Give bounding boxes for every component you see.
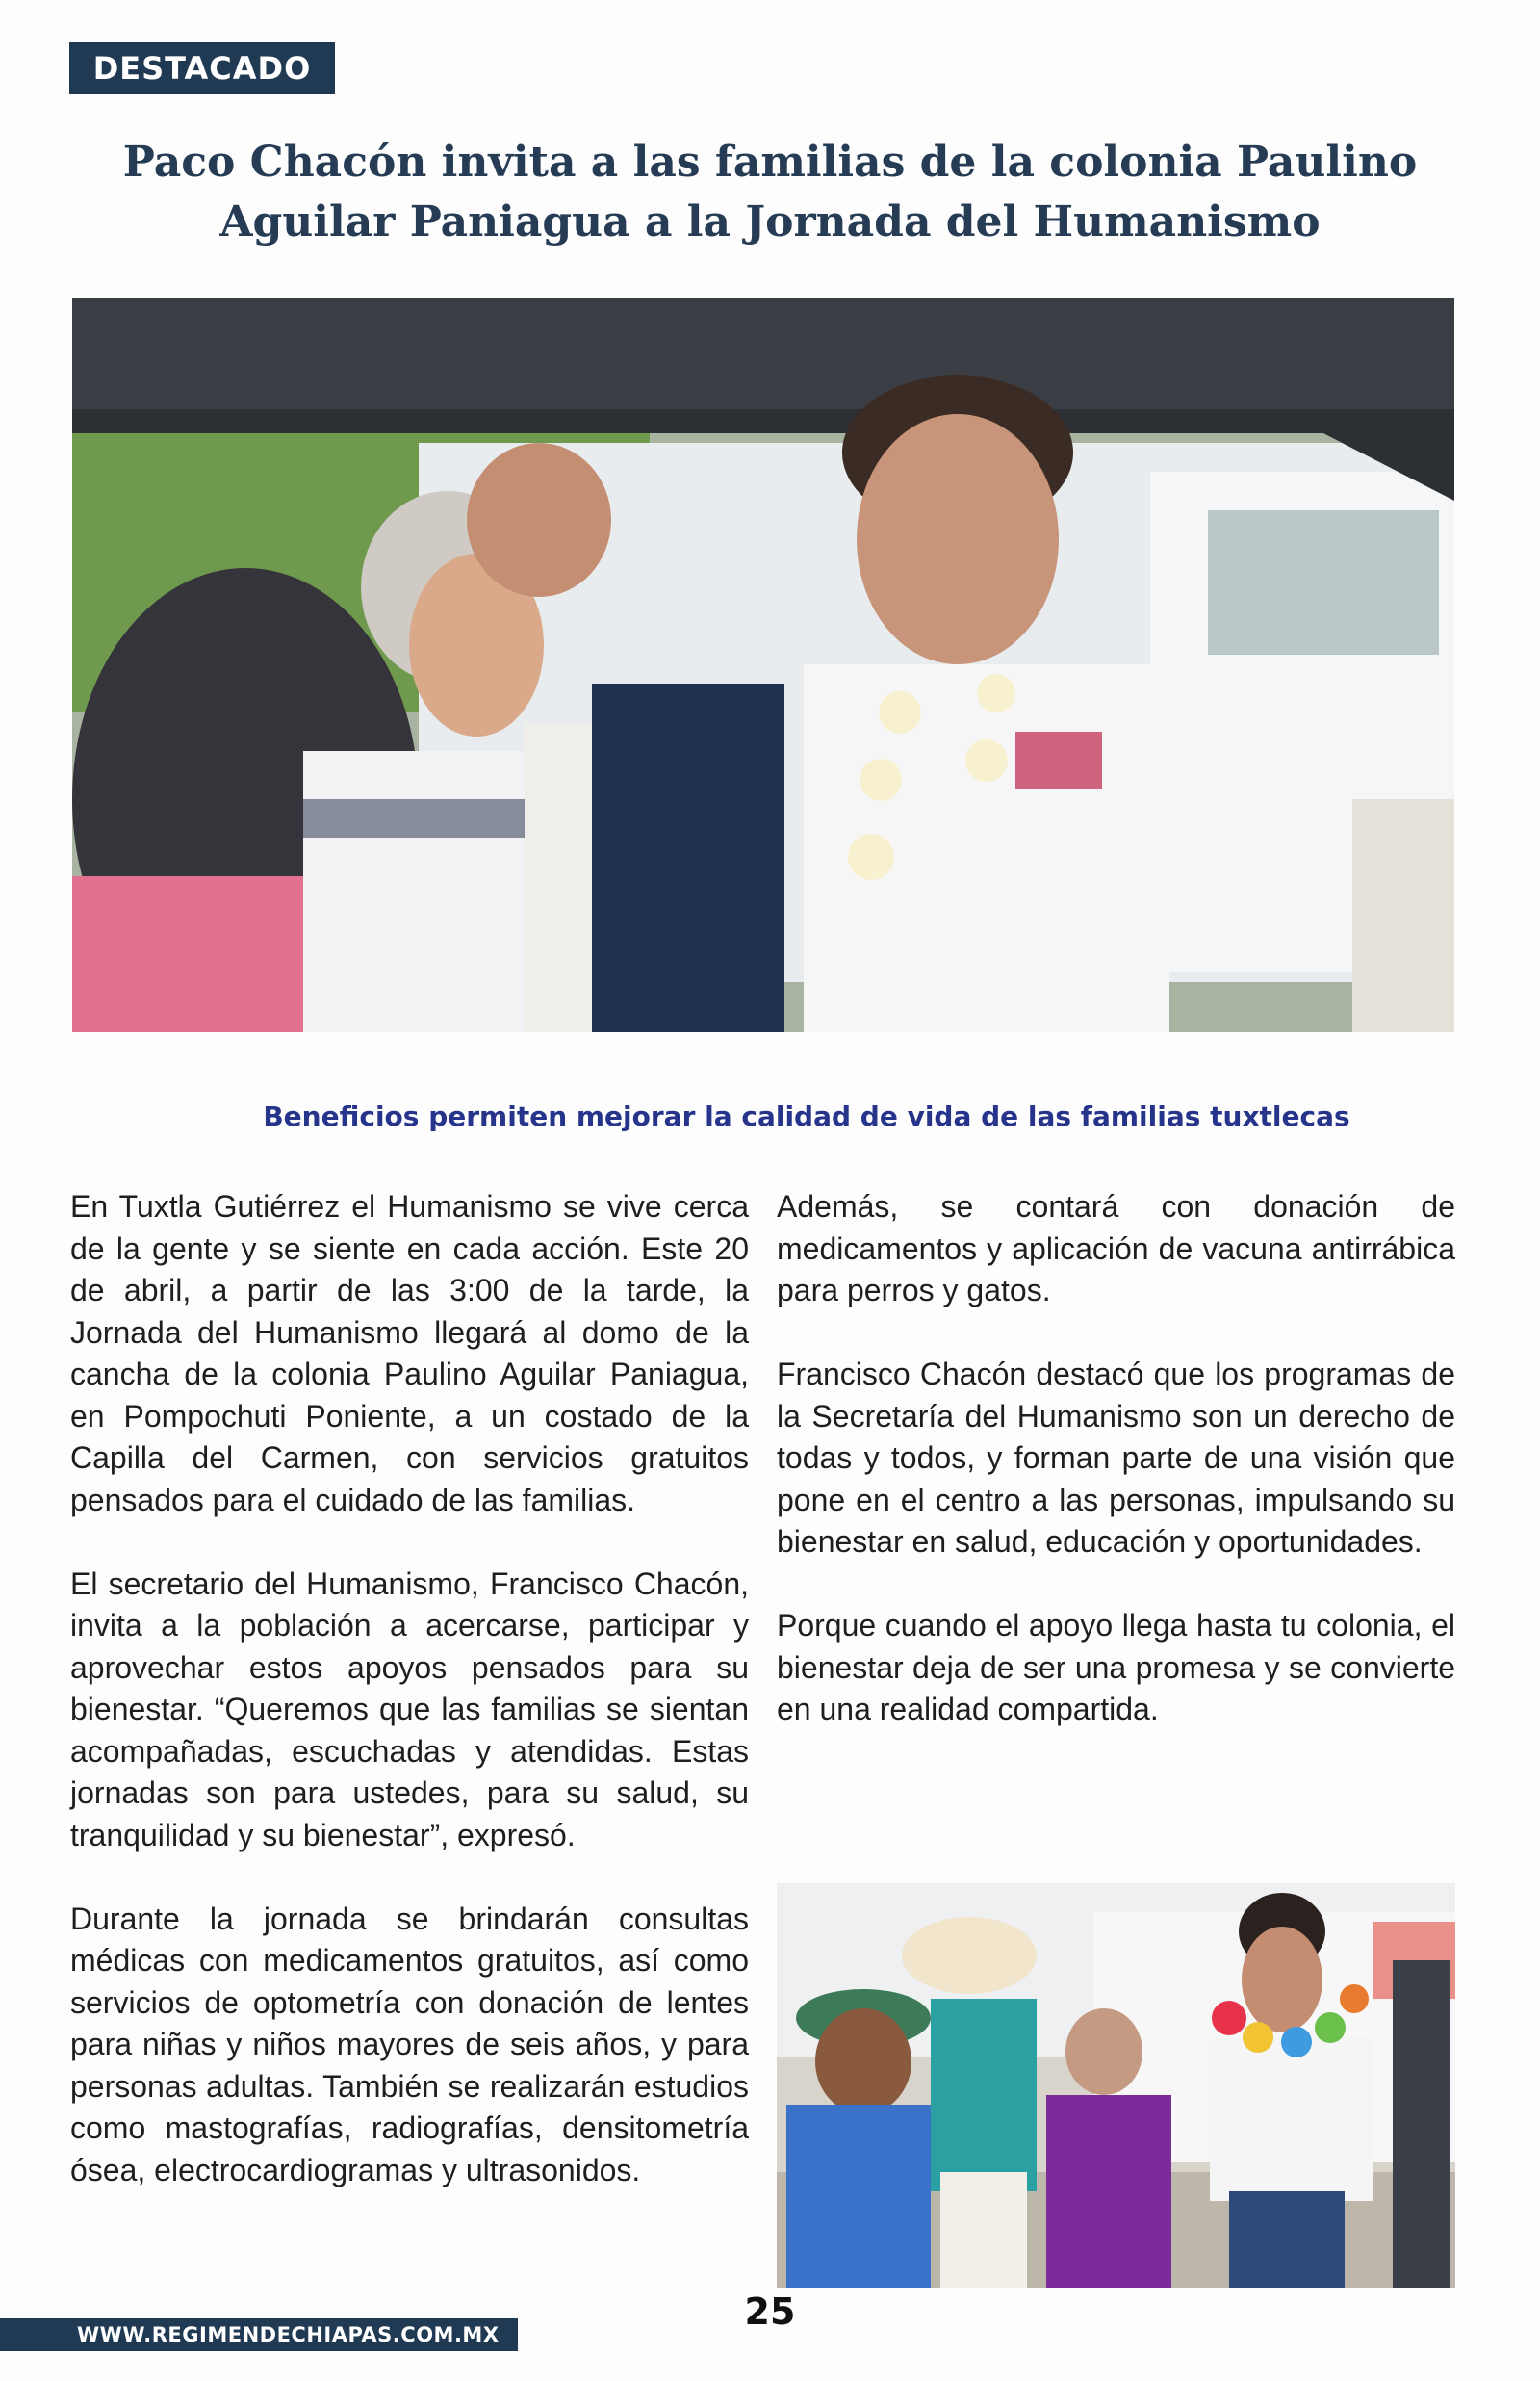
body-paragraph: El secretario del Humanismo, Francisco Chacón, invita a la población a acercarse, participar y aprovechar estos apoyos pensados para su bienestar. “Queremos que las familias se sientan acompañadas, escuchadas y atendidas. Estas jornadas son para ustedes, para su salud, su tranquilidad y su bienestar”, expresó. (70, 1566, 749, 1852)
body-paragraph: Durante la jornada se brindarán consultas médicas con medicamentos gratuitos, así como servicios de optometría con donación de lentes para niñas y niños mayores de seis años, y para personas adultas. También se realizarán estudios como mastografías, radiografías, densitometría ósea, electrocardiogramas y ultrasonidos. (70, 1901, 749, 2187)
body-paragraph: En Tuxtla Gutiérrez el Humanismo se vive cerca de la gente y se siente en cada acción. Este 20 de abril, a partir de las 3:00 de la tarde, la Jornada del Humanismo llegará al domo de la cancha de la colonia Paulino Aguilar Paniagua, en Pompochuti Poniente, a un costado de la Capilla del Carmen, con servicios gratuitos pensados para el cuidado de las familias. (70, 1189, 749, 1517)
body-paragraph: Porque cuando el apoyo llega hasta tu colonia, el bienestar deja de ser una promesa y se convierte en una realidad compartida. (777, 1608, 1455, 1726)
section-tag: DESTACADO (69, 42, 335, 94)
body-paragraph: Francisco Chacón destacó que los programas de la Secretaría del Humanismo son un derecho de todas y todos, y forman parte de una visión que pone en el centro a las personas, impulsando su bienestar en salud, educación y oportunidades. (777, 1357, 1455, 1559)
body-paragraph: Además, se contará con donación de medicamentos y aplicación de vacuna antirrábica para perros y gatos. (777, 1189, 1455, 1307)
footer-bar (0, 2318, 518, 2351)
secondary-photo (777, 1883, 1455, 2288)
main-photo (72, 298, 1454, 1032)
footer-url[interactable]: WWW.REGIMENDECHIAPAS.COM.MX (77, 2323, 500, 2346)
article-body-right-column (777, 1186, 1455, 1773)
article-subheadline: Beneficios permiten mejorar la calidad de vida de las familias tuxtlecas (263, 1100, 1350, 1132)
page-number: 25 (744, 2290, 796, 2333)
article-headline: Paco Chacón invita a las familias de la colonia Paulino Aguilar Paniagua a la Jornada del Humanismo (122, 138, 1418, 246)
article-body-left-column (70, 1186, 749, 2234)
